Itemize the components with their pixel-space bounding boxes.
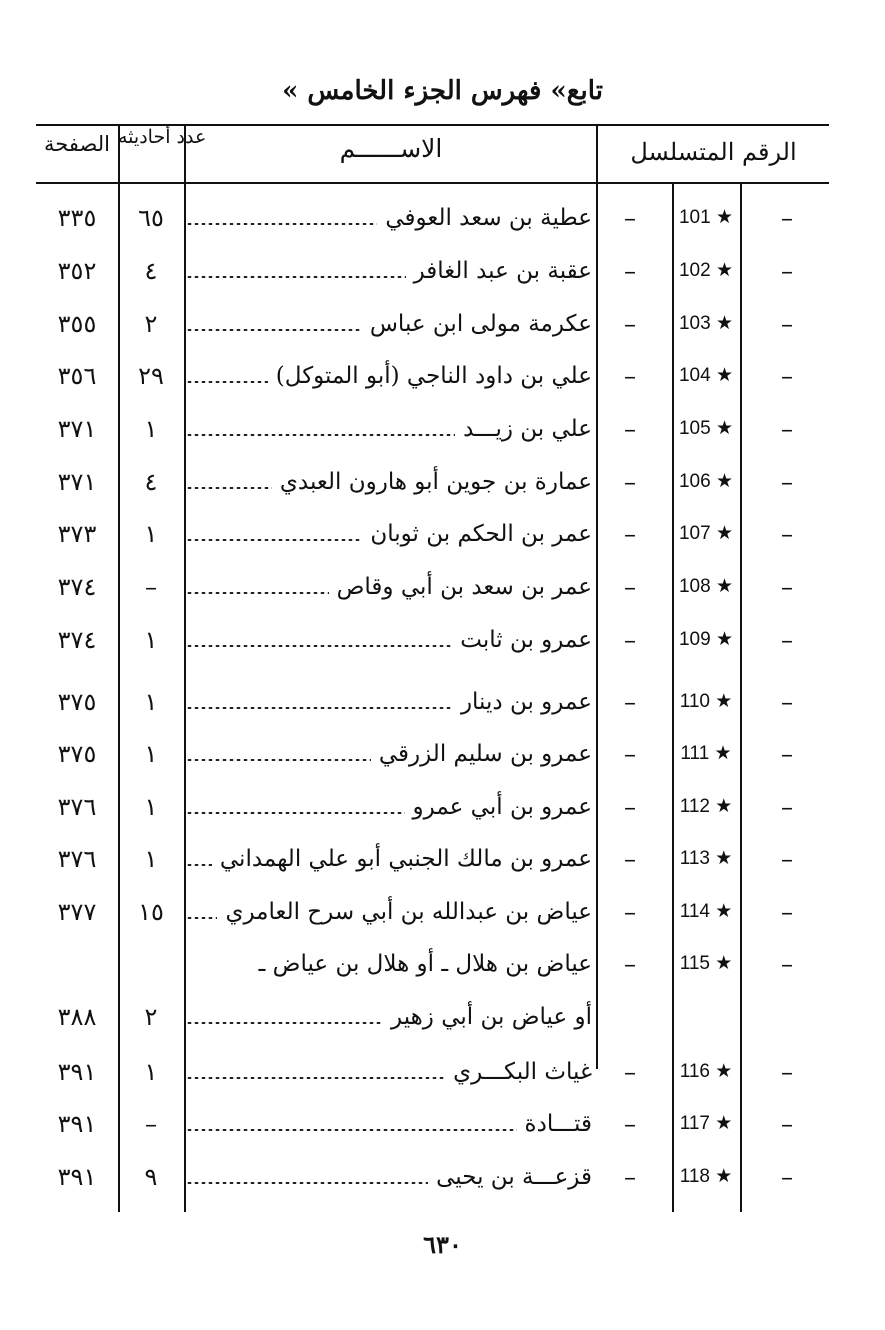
- serial-dash-outer: –: [624, 740, 636, 768]
- dot-leader: [186, 1129, 517, 1131]
- table-row: [36, 734, 829, 774]
- count-cell: ١: [144, 740, 158, 768]
- table-row: [36, 356, 829, 396]
- serial-dash-outer: –: [624, 1110, 636, 1138]
- table-row: [36, 682, 829, 722]
- count-cell: ١: [144, 1058, 158, 1086]
- count-cell: ٢: [144, 1003, 158, 1031]
- serial-number: 108 ★: [678, 576, 733, 597]
- name-cell: [186, 1052, 592, 1092]
- serial-dash-inner: –: [781, 740, 793, 768]
- serial-dash-inner: –: [781, 204, 793, 232]
- name-cell: [186, 682, 592, 722]
- table-row: [36, 251, 829, 291]
- table-row: [36, 198, 829, 238]
- page-title: « تابع» فهرس الجزء الخامس: [282, 76, 603, 106]
- table-row: [36, 839, 829, 879]
- serial-dash-outer: –: [624, 362, 636, 390]
- page-cell: ٣٧٣: [57, 520, 97, 548]
- serial-dash-inner: –: [781, 845, 793, 873]
- serial-dash-inner: –: [781, 573, 793, 601]
- name-cell: [186, 620, 592, 660]
- page-cell: ٣٧١: [57, 415, 97, 443]
- serial-number: 117 ★: [679, 1113, 733, 1134]
- table-row: [36, 892, 829, 932]
- serial-dash-outer: –: [624, 626, 636, 654]
- name-text: علي بن زيـــد: [463, 416, 592, 442]
- name-cell: [186, 198, 592, 238]
- serial-number: 102 ★: [678, 260, 733, 281]
- table-row: [36, 997, 829, 1037]
- count-cell: ١: [144, 793, 158, 821]
- page-cell: ٣٧٤: [57, 626, 97, 654]
- dot-leader: [186, 707, 453, 709]
- page-cell: ٣٥٥: [57, 310, 97, 338]
- name-cell: [186, 462, 592, 502]
- count-cell: ١: [144, 626, 158, 654]
- serial-dash-inner: –: [781, 520, 793, 548]
- serial-number: 104 ★: [678, 365, 733, 386]
- table-row: [36, 462, 829, 502]
- table-row: [36, 787, 829, 827]
- page-cell: ٣٧٧: [57, 898, 97, 926]
- dot-leader: [186, 917, 217, 919]
- page-cell: ٣٩١: [57, 1058, 97, 1086]
- name-text: عكرمة مولى ابن عباس: [369, 311, 592, 337]
- serial-dash-outer: –: [624, 950, 636, 978]
- count-cell: ٤: [144, 257, 158, 285]
- dot-leader: [186, 1182, 428, 1184]
- serial-dash-outer: –: [624, 793, 636, 821]
- serial-number: 105 ★: [678, 418, 733, 439]
- dot-leader: [186, 434, 455, 436]
- count-cell: [118, 944, 184, 984]
- name-cell: [186, 839, 592, 879]
- count-cell: –: [145, 573, 157, 601]
- name-cell: [186, 734, 592, 774]
- name-text: عقبة بن عبد الغافر: [413, 258, 592, 284]
- page-cell: ٣٥٦: [57, 362, 97, 390]
- name-text: غياث البكـــري: [453, 1059, 592, 1085]
- page-number: ٦٣٠: [423, 1230, 462, 1259]
- dot-leader: [186, 1022, 383, 1024]
- name-text: عمرو بن سليم الزرقي: [378, 741, 592, 767]
- table-row: [36, 514, 829, 554]
- name-cell: [186, 787, 592, 827]
- count-cell: ٤: [144, 468, 158, 496]
- serial-dash-inner: –: [781, 688, 793, 716]
- page-cell: ٣٧٤: [57, 573, 97, 601]
- count-cell: ١: [144, 845, 158, 873]
- serial-dash-inner: –: [781, 626, 793, 654]
- name-text: عمرو بن مالك الجنبي أبو علي الهمداني: [219, 846, 592, 872]
- page-cell: ٣٧٦: [57, 793, 97, 821]
- serial-dash-outer: –: [624, 688, 636, 716]
- serial-number: 101 ★: [678, 207, 733, 228]
- serial-dash-outer: –: [624, 204, 636, 232]
- name-text: عمر بن سعد بن أبي وقاص: [336, 574, 592, 600]
- serial-number: [672, 997, 740, 1037]
- table-row: [36, 304, 829, 344]
- serial-dash-inner: –: [781, 362, 793, 390]
- page-cell: ٣٧٥: [57, 740, 97, 768]
- dot-leader: [186, 645, 452, 647]
- serial-dash-outer: –: [624, 898, 636, 926]
- name-text: عمرو بن دينار: [460, 689, 592, 715]
- serial-number: 111 ★: [680, 743, 732, 764]
- serial-number: 116 ★: [679, 1061, 733, 1082]
- header-serial: الرقم المتسلسل: [630, 138, 797, 166]
- serial-dash-inner: –: [781, 415, 793, 443]
- dot-leader: [186, 381, 268, 383]
- table-row: [36, 1104, 829, 1144]
- name-text: عمارة بن جوين أبو هارون العبدي: [279, 469, 592, 495]
- dot-leader: [186, 223, 377, 225]
- serial-dash-inner: –: [781, 898, 793, 926]
- serial-dash-outer: –: [624, 415, 636, 443]
- name-cell: [186, 251, 592, 291]
- count-cell: ١: [144, 688, 158, 716]
- serial-number: 112 ★: [679, 796, 733, 817]
- serial-dash-outer: –: [624, 1058, 636, 1086]
- serial-dash-inner: –: [781, 1110, 793, 1138]
- name-cell: [186, 514, 592, 554]
- count-cell: –: [145, 1110, 157, 1138]
- page-cell: ٣٧٦: [57, 845, 97, 873]
- serial-dash-outer: –: [624, 310, 636, 338]
- name-text: عطية بن سعد العوفي: [385, 205, 592, 231]
- index-table: [36, 124, 829, 1212]
- name-text: عياض بن عبدالله بن أبي سرح العامري: [225, 899, 592, 925]
- serial-dash-outer: –: [624, 1163, 636, 1191]
- dot-leader: [186, 539, 362, 541]
- table-row: [36, 620, 829, 660]
- page-cell: ٣٧١: [57, 468, 97, 496]
- serial-dash-outer: –: [624, 520, 636, 548]
- page-cell: ٣٩١: [57, 1163, 97, 1191]
- serial-dash-outer: [610, 997, 650, 1037]
- name-text: قتـــادة: [524, 1111, 592, 1137]
- dot-leader: [186, 812, 405, 814]
- serial-number: 103 ★: [678, 313, 733, 334]
- count-cell: ٩: [144, 1163, 158, 1191]
- page-cell: [36, 944, 118, 984]
- header-page: الصفحة: [44, 132, 110, 156]
- dot-leader: [186, 1077, 445, 1079]
- dot-leader: [186, 592, 329, 594]
- page-cell: ٣٣٥: [57, 204, 97, 232]
- name-cell: [186, 944, 592, 984]
- count-cell: ١٥: [138, 898, 164, 926]
- serial-number: 106 ★: [678, 471, 733, 492]
- dot-leader: [186, 487, 272, 489]
- table-row: [36, 1157, 829, 1197]
- serial-number: 118 ★: [679, 1166, 733, 1187]
- serial-dash-inner: –: [781, 950, 793, 978]
- dot-leader: [186, 759, 371, 761]
- name-text: علي بن داود الناجي (أبو المتوكل): [275, 363, 592, 389]
- dot-leader: [186, 864, 212, 866]
- page-cell: ٣٨٨: [57, 1003, 97, 1031]
- serial-dash-inner: –: [781, 1058, 793, 1086]
- count-cell: ٢٩: [138, 362, 164, 390]
- table-row: [36, 409, 829, 449]
- serial-dash-outer: –: [624, 573, 636, 601]
- serial-dash-inner: –: [781, 310, 793, 338]
- serial-dash-inner: –: [781, 257, 793, 285]
- header-name: الاســــــم: [339, 134, 443, 163]
- serial-number: 110 ★: [679, 691, 733, 712]
- serial-number: 109 ★: [678, 629, 733, 650]
- name-text: عمر بن الحكم بن ثوبان: [370, 521, 592, 547]
- count-cell: ٢: [144, 310, 158, 338]
- header-count: عدد أحاديثه: [118, 126, 207, 148]
- serial-dash-outer: –: [624, 257, 636, 285]
- name-cell: [186, 409, 592, 449]
- name-text: قزعـــة بن يحيى: [436, 1164, 592, 1190]
- table-row: [36, 944, 829, 984]
- name-text: أو عياض بن أبي زهير: [391, 1004, 592, 1030]
- serial-number: 114 ★: [679, 901, 733, 922]
- page-cell: ٣٩١: [57, 1110, 97, 1138]
- name-text: عمرو بن أبي عمرو: [412, 794, 592, 820]
- serial-dash-inner: [764, 997, 810, 1037]
- serial-number: 115 ★: [679, 953, 733, 974]
- name-text: عياض بن هلال ـ أو هلال بن عياض ـ: [258, 951, 592, 977]
- serial-dash-inner: –: [781, 1163, 793, 1191]
- header-bottom-rule: [36, 182, 829, 184]
- name-cell: [186, 892, 592, 932]
- name-cell: [186, 1157, 592, 1197]
- page-cell: ٣٧٥: [57, 688, 97, 716]
- count-cell: ١: [144, 520, 158, 548]
- name-cell: [186, 567, 592, 607]
- table-row: [36, 567, 829, 607]
- page-cell: ٣٥٢: [57, 257, 97, 285]
- dot-leader: [186, 329, 362, 331]
- serial-dash-inner: –: [781, 468, 793, 496]
- serial-dash-outer: –: [624, 845, 636, 873]
- name-text: عمرو بن ثابت: [460, 627, 592, 653]
- serial-number: 113 ★: [679, 848, 733, 869]
- serial-dash-outer: –: [624, 468, 636, 496]
- name-cell: [186, 304, 592, 344]
- dot-leader: [186, 276, 406, 278]
- name-cell: [186, 1104, 592, 1144]
- serial-number: 107 ★: [678, 523, 733, 544]
- serial-dash-inner: –: [781, 793, 793, 821]
- table-row: [36, 1052, 829, 1092]
- name-cell: [186, 356, 592, 396]
- count-cell: ٦٥: [138, 204, 164, 232]
- count-cell: ١: [144, 415, 158, 443]
- name-cell: [186, 997, 592, 1037]
